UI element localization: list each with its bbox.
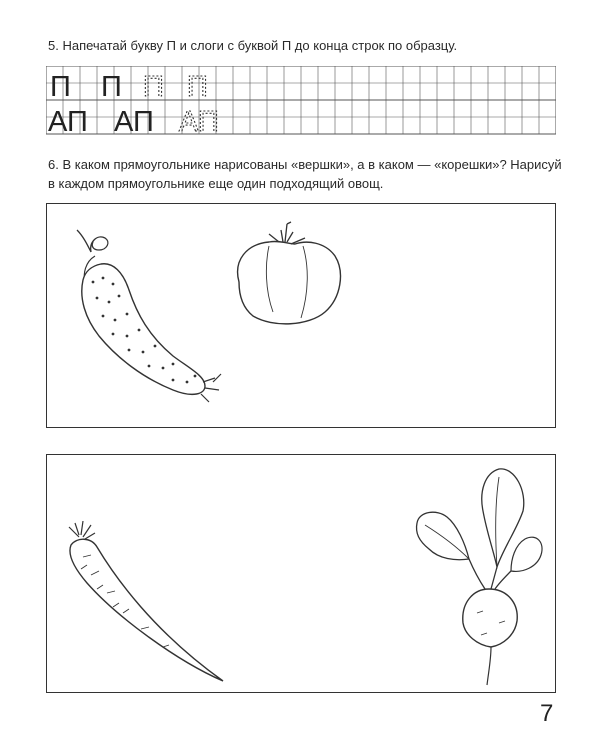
task-5-instruction: 5. Напечатай букву П и слоги с буквой П до конца строк по образцу. (48, 38, 458, 53)
task-6-instruction: 6. В каком прямоугольнике нарисованы «вершки», а в каком — «корешки»? Нарисуй в каждом прямоугольнике еще один подходящий овощ. (48, 157, 562, 191)
tomato-icon (217, 220, 357, 330)
sample-syllable-ap: АП (179, 106, 219, 138)
page-number: 7 (540, 700, 554, 727)
sample-syllable-ap: АП (114, 106, 154, 138)
cucumber-icon (55, 218, 235, 408)
sample-letter-p: П (187, 71, 208, 103)
sample-syllable-ap: АП (48, 106, 88, 138)
sample-letter-p: П (143, 71, 164, 103)
carrot-icon (57, 521, 237, 691)
roots-rectangle[interactable] (46, 454, 556, 693)
sample-letter-p: П (101, 71, 122, 103)
tops-rectangle[interactable] (46, 203, 556, 428)
writing-grid[interactable] (46, 66, 556, 138)
beet-icon (407, 463, 547, 688)
sample-letter-p: П (50, 71, 71, 103)
